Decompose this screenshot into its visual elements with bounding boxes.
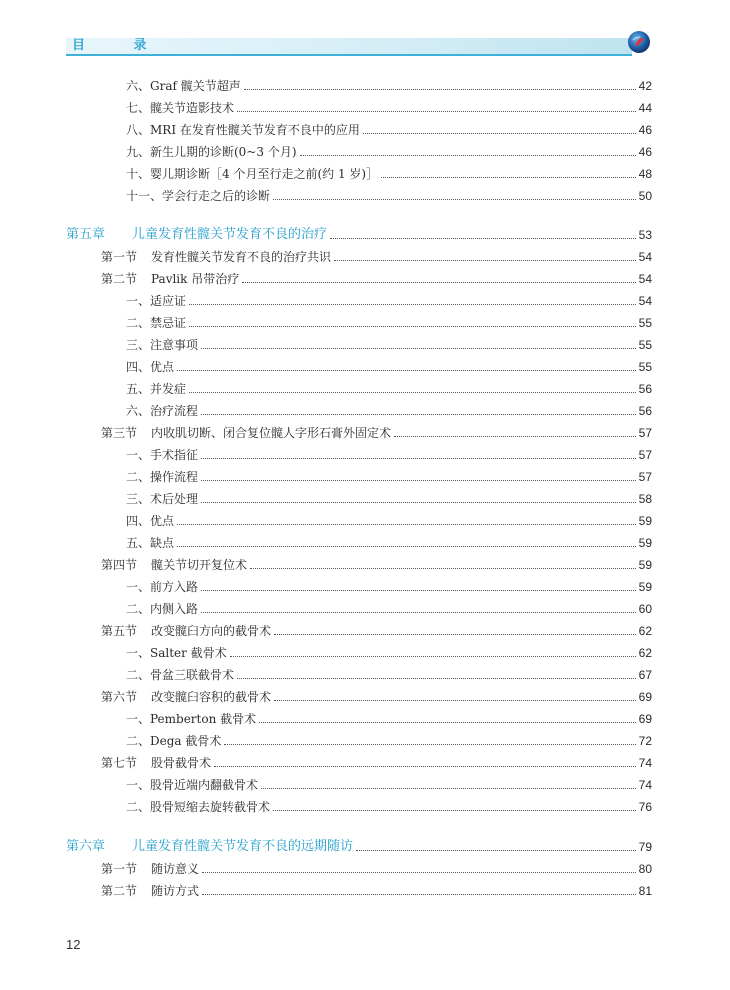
toc-page-number: 57 xyxy=(638,426,652,440)
dot-leader xyxy=(201,589,636,591)
toc-title: 二、内侧入路 xyxy=(126,602,199,616)
toc-page-number: 46 xyxy=(638,123,652,137)
toc-text xyxy=(101,884,199,898)
toc-subsection[interactable] xyxy=(126,728,652,748)
toc-page-number: 54 xyxy=(638,272,652,286)
toc-page-number: 59 xyxy=(638,558,652,572)
dot-leader xyxy=(189,303,636,305)
toc-title: 一、股骨近端内翻截骨术 xyxy=(126,778,259,792)
toc-subsection[interactable] xyxy=(126,640,652,660)
toc-page-number: 42 xyxy=(638,79,652,93)
toc-text xyxy=(126,294,186,308)
toc-title: 十、婴儿期诊断［4 个月至行走之前(约 1 岁)］ xyxy=(126,167,379,181)
toc-page-number: 59 xyxy=(638,536,652,550)
toc-title: 二、骨盆三联截骨术 xyxy=(126,668,235,682)
toc-subsection[interactable] xyxy=(126,442,652,462)
dot-leader xyxy=(334,259,636,261)
dot-leader xyxy=(356,849,636,851)
toc-title: 二、操作流程 xyxy=(126,470,199,484)
toc-label: 第三节 xyxy=(101,426,138,440)
toc-title: 一、Pemberton 截骨术 xyxy=(126,712,257,726)
toc-subsection[interactable] xyxy=(126,662,652,682)
toc-subsection[interactable] xyxy=(126,310,652,330)
toc-title: 三、注意事项 xyxy=(126,338,199,352)
toc-title: 一、手术指征 xyxy=(126,448,199,462)
toc-page-number: 48 xyxy=(638,167,652,181)
dot-leader xyxy=(189,391,636,393)
toc-label: 第六节 xyxy=(101,690,138,704)
toc-title: 九、新生儿期的诊断(0~3 个月) xyxy=(126,145,297,159)
toc-title: 髋关节切开复位术 xyxy=(151,558,248,572)
dot-leader xyxy=(189,325,636,327)
dot-leader xyxy=(261,787,636,789)
toc-page-number: 55 xyxy=(638,316,652,330)
toc-page-number: 74 xyxy=(638,778,652,792)
toc-page-number: 80 xyxy=(638,862,652,876)
dot-leader xyxy=(214,765,636,767)
toc-text xyxy=(126,492,198,506)
toc-page-number: 55 xyxy=(638,338,652,352)
toc-page-number: 44 xyxy=(638,101,652,115)
toc-subsection[interactable] xyxy=(126,464,652,484)
toc-title: 五、缺点 xyxy=(126,536,175,550)
dot-leader xyxy=(230,655,636,657)
dot-leader xyxy=(177,369,636,371)
dot-leader xyxy=(363,132,636,134)
toc-title: 八、MRI 在发育性髋关节发育不良中的应用 xyxy=(126,123,360,137)
dot-leader xyxy=(381,176,636,178)
toc-text xyxy=(126,79,241,93)
publisher-logo-icon xyxy=(627,30,651,54)
toc-section[interactable] xyxy=(101,856,652,876)
dot-leader xyxy=(273,809,636,811)
toc-text xyxy=(66,228,327,242)
toc-title: 儿童发育性髋关节发育不良的治疗 xyxy=(132,227,328,242)
toc-title: 随访方式 xyxy=(151,884,200,898)
toc-text xyxy=(126,360,174,374)
dot-leader xyxy=(201,347,636,349)
toc-subsection[interactable] xyxy=(126,161,652,181)
toc-title: 十一、学会行走之后的诊断 xyxy=(126,189,271,203)
toc-subsection[interactable] xyxy=(126,354,652,374)
toc-text xyxy=(126,382,186,396)
toc-title: 六、Graf 髋关节超声 xyxy=(126,79,241,93)
toc-page-number: 59 xyxy=(638,514,652,528)
toc-text xyxy=(101,756,211,770)
toc-text xyxy=(101,690,271,704)
dot-leader xyxy=(177,523,636,525)
toc-section[interactable] xyxy=(101,552,652,572)
toc-text xyxy=(126,514,174,528)
page-title: 目 录 xyxy=(72,38,169,53)
toc-page-number: 76 xyxy=(638,800,652,814)
toc-text xyxy=(126,101,234,115)
dot-leader xyxy=(177,545,636,547)
toc-label: 第七节 xyxy=(101,756,138,770)
toc-subsection[interactable] xyxy=(126,139,652,159)
dot-leader xyxy=(201,457,636,459)
toc-label: 第一节 xyxy=(101,250,138,264)
toc-page-number: 55 xyxy=(638,360,652,374)
toc-label: 第四节 xyxy=(101,558,138,572)
toc-text xyxy=(126,123,360,137)
toc-title: 七、髋关节造影技术 xyxy=(126,101,235,115)
page-number: 12 xyxy=(66,937,81,952)
toc-page-number: 57 xyxy=(638,448,652,462)
toc-subsection[interactable] xyxy=(126,332,652,352)
toc-title: 二、股骨短缩去旋转截骨术 xyxy=(126,800,271,814)
toc-title: 儿童发育性髋关节发育不良的远期随访 xyxy=(132,839,354,854)
toc-subsection[interactable] xyxy=(126,486,652,506)
toc-subsection[interactable] xyxy=(126,596,652,616)
toc-subsection[interactable] xyxy=(126,772,652,792)
dot-leader xyxy=(273,198,636,200)
toc-title: 二、禁忌证 xyxy=(126,316,187,330)
toc-section[interactable] xyxy=(101,878,652,898)
toc-page-number: 59 xyxy=(638,580,652,594)
toc-page-number: 46 xyxy=(638,145,652,159)
toc-chapter[interactable] xyxy=(66,222,652,242)
toc-page-number: 58 xyxy=(638,492,652,506)
toc-title: 六、治疗流程 xyxy=(126,404,199,418)
dot-leader xyxy=(259,721,636,723)
dot-leader xyxy=(274,633,636,635)
toc-title: 二、Dega 截骨术 xyxy=(126,734,222,748)
dot-leader xyxy=(242,281,636,283)
toc-section[interactable] xyxy=(101,244,652,264)
toc-page-number: 50 xyxy=(638,189,652,203)
toc-title: 发育性髋关节发育不良的治疗共识 xyxy=(151,250,332,264)
toc-text xyxy=(101,624,271,638)
toc-title: 一、适应证 xyxy=(126,294,187,308)
toc-chapter[interactable] xyxy=(66,834,652,854)
toc-title: 改变髋臼方向的截骨术 xyxy=(151,624,272,638)
toc-page-number: 69 xyxy=(638,690,652,704)
toc-text xyxy=(101,250,331,264)
dot-leader xyxy=(201,611,636,613)
toc-page-number: 81 xyxy=(638,884,652,898)
toc-text xyxy=(66,840,353,854)
toc-text xyxy=(126,167,378,181)
toc-title: 三、术后处理 xyxy=(126,492,199,506)
toc-page-number: 53 xyxy=(638,228,652,242)
toc-text xyxy=(126,602,198,616)
toc-page-number: 69 xyxy=(638,712,652,726)
dot-leader xyxy=(202,893,636,895)
toc-text xyxy=(126,189,270,203)
dot-leader xyxy=(274,699,636,701)
toc-subsection[interactable] xyxy=(126,574,652,594)
toc-subsection[interactable] xyxy=(126,530,652,550)
toc-page-number: 54 xyxy=(638,250,652,264)
toc-page-number: 74 xyxy=(638,756,652,770)
toc-page-number: 72 xyxy=(638,734,652,748)
toc-page-number: 67 xyxy=(638,668,652,682)
toc-text xyxy=(126,536,174,550)
toc-label: 第五节 xyxy=(101,624,138,638)
toc-text xyxy=(126,580,198,594)
toc-page-number: 56 xyxy=(638,404,652,418)
toc-text xyxy=(126,734,221,748)
toc-text xyxy=(126,668,234,682)
toc-title: 改变髋臼容积的截骨术 xyxy=(151,690,272,704)
dot-leader xyxy=(237,110,636,112)
dot-leader xyxy=(224,743,636,745)
dot-leader xyxy=(250,567,636,569)
toc-label: 第六章 xyxy=(66,839,106,854)
toc-text xyxy=(126,646,227,660)
toc-title: 股骨截骨术 xyxy=(151,756,212,770)
toc-title: 随访意义 xyxy=(151,862,200,876)
toc-text xyxy=(126,145,297,159)
toc-title: 四、优点 xyxy=(126,514,175,528)
toc-text xyxy=(126,448,198,462)
toc-text xyxy=(126,470,198,484)
toc-page-number: 57 xyxy=(638,470,652,484)
toc-page-number: 60 xyxy=(638,602,652,616)
toc-subsection[interactable] xyxy=(126,95,652,115)
toc-text xyxy=(126,338,198,352)
toc-subsection[interactable] xyxy=(126,288,652,308)
toc-label: 第一节 xyxy=(101,862,138,876)
toc-section[interactable] xyxy=(101,618,652,638)
toc-text xyxy=(126,404,198,418)
toc-text xyxy=(126,800,270,814)
toc-section[interactable] xyxy=(101,266,652,286)
toc-text xyxy=(101,272,239,286)
toc-subsection[interactable] xyxy=(126,706,652,726)
toc-label: 第五章 xyxy=(66,227,106,242)
dot-leader xyxy=(394,435,636,437)
toc-subsection[interactable] xyxy=(126,508,652,528)
toc-subsection[interactable] xyxy=(126,73,652,93)
toc-text xyxy=(101,862,199,876)
toc-page-number: 79 xyxy=(638,840,652,854)
toc-title: Pavlik 吊带治疗 xyxy=(151,272,240,286)
dot-leader xyxy=(244,88,636,90)
toc-page-number: 56 xyxy=(638,382,652,396)
toc-label: 第二节 xyxy=(101,884,138,898)
toc-title: 内收肌切断、闭合复位髋人字形石膏外固定术 xyxy=(151,426,392,440)
dot-leader xyxy=(237,677,636,679)
toc-page-number: 62 xyxy=(638,624,652,638)
toc-text xyxy=(101,426,391,440)
dot-leader xyxy=(202,871,636,873)
toc-text xyxy=(101,558,247,572)
header-rule xyxy=(66,54,632,56)
toc-title: 一、Salter 截骨术 xyxy=(126,646,227,660)
toc-subsection[interactable] xyxy=(126,117,652,137)
toc-subsection[interactable] xyxy=(126,183,652,203)
toc-label: 第二节 xyxy=(101,272,138,286)
toc-title: 五、并发症 xyxy=(126,382,187,396)
toc-section[interactable] xyxy=(101,750,652,770)
toc-title: 四、优点 xyxy=(126,360,175,374)
toc-subsection[interactable] xyxy=(126,398,652,418)
dot-leader xyxy=(330,237,636,239)
toc-subsection[interactable] xyxy=(126,794,652,814)
toc-subsection[interactable] xyxy=(126,376,652,396)
dot-leader xyxy=(201,479,636,481)
toc-section[interactable] xyxy=(101,684,652,704)
dot-leader xyxy=(201,413,636,415)
toc-text xyxy=(126,778,258,792)
toc-text xyxy=(126,316,186,330)
toc-page-number: 62 xyxy=(638,646,652,660)
dot-leader xyxy=(201,501,636,503)
toc-section[interactable] xyxy=(101,420,652,440)
toc-page-number: 54 xyxy=(638,294,652,308)
toc-title: 一、前方入路 xyxy=(126,580,199,594)
toc-text xyxy=(126,712,256,726)
dot-leader xyxy=(300,154,636,156)
